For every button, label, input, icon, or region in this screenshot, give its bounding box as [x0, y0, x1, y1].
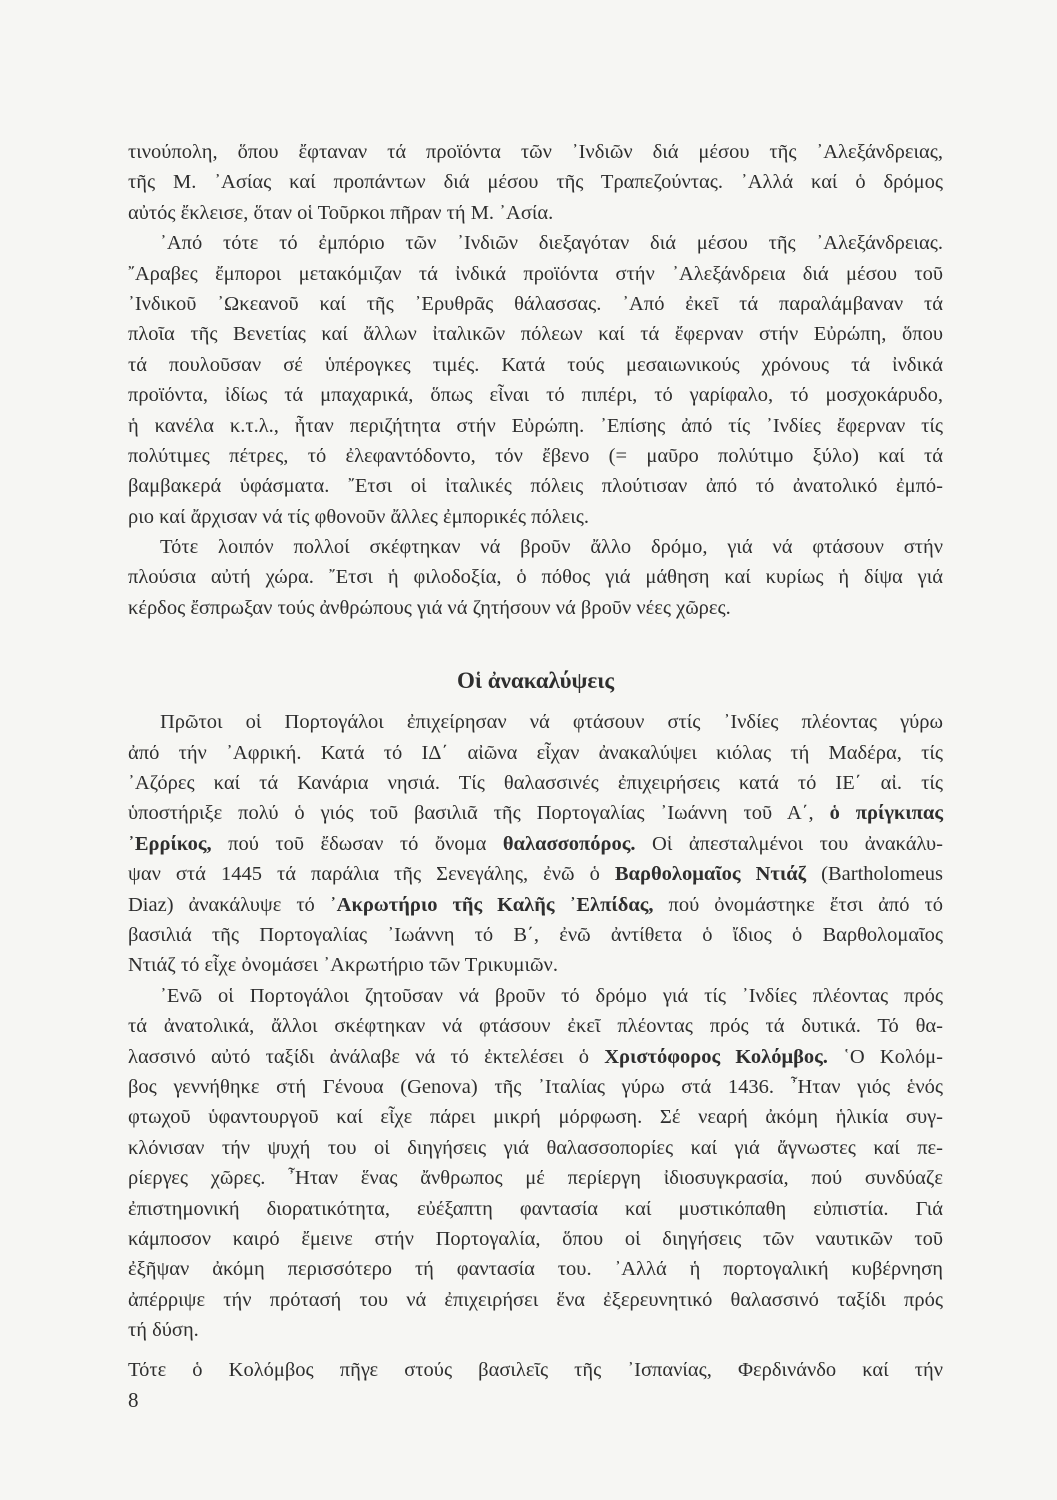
- paragraph: [128, 1355, 943, 1385]
- text-line: κάμποσον καιρό ἔμεινε στήν Πορτογαλία, ὅπου οἱ διηγήσεις τῶν ναυτικῶν τοῦ: [128, 1227, 943, 1250]
- text-line: ριο καί ἄρχισαν νά τίς φθονοῦν ἄλλες ἐμπορικές πόλεις.: [128, 505, 590, 528]
- text-run: ῾Ο Κολόμ-: [827, 1045, 943, 1068]
- section-heading: Οἱ ἀνακαλύψεις: [456, 668, 615, 694]
- text-line: αὐτός ἔκλεισε, ὅταν οἱ Τοῦρκοι πῆραν τή Μ. ᾿Ασία.: [128, 201, 554, 224]
- text-line: Τότε ὁ Κολόμβος πῆγε στούς βασιλεῖς τῆς ᾿Ισπανίας, Φερδινάνδο καί τήν: [128, 1359, 943, 1382]
- text-line: ἀπέρριψε τήν πρότασή του νά ἐπιχειρήσει ἕνα ἐξερευνητικό θαλασσινό ταξίδι πρός: [128, 1288, 943, 1311]
- text-line: βος γεννήθηκε στή Γένουα (Genova) τῆς ᾿Ιταλίας γύρω στά 1436. ῏Ηταν γιός ἑνός: [128, 1075, 943, 1098]
- text-line: ρίεργες χῶρες. ῏Ηταν ἕνας ἄνθρωπος μέ περίεργη ἰδιοσυγκρασία, πού συνδύαζε: [128, 1167, 943, 1190]
- paragraph: [128, 707, 943, 981]
- text-line: [128, 1042, 943, 1072]
- text-line: βασιλιά τῆς Πορτογαλίας ᾿Ιωάννη τό Β΄, ἐνῶ ἀντίθετα ὁ ἴδιος ὁ Βαρθολομαῖος: [128, 923, 943, 946]
- bold-term: ᾿Ερρίκος,: [128, 832, 212, 855]
- text-line: τινούπολη, ὅπου ἔφταναν τά προϊόντα τῶν ᾿Ινδιῶν διά μέσου τῆς ᾿Αλεξάνδρειας,: [128, 141, 943, 163]
- text-run: ὑποστήριξε πολύ ὁ γιός τοῦ βασιλιᾶ τῆς Πορτογαλίας ᾿Ιωάννη τοῦ Α΄,: [128, 802, 830, 825]
- text-line: [128, 798, 943, 828]
- text-line: ἐξῆψαν ἀκόμη περισσότερο τή φαντασία του. ᾿Αλλά ἡ πορτογαλική κυβέρνηση: [128, 1258, 943, 1281]
- bold-term: ὁ πρίγκιπας: [829, 802, 943, 825]
- text-run: πού ὀνομάστηκε ἔτσι ἀπό τό: [653, 893, 943, 916]
- text-line: ἡ κανέλα κ.τ.λ., ἦταν περιζήτητα στήν Εὐρώπη. ᾿Επίσης ἀπό τίς ᾿Ινδίες ἔφερναν τίς: [128, 414, 943, 437]
- text-run: Diaz) ἀνακάλυψε τό: [128, 893, 330, 916]
- text-line: Ντιάζ τό εἶχε ὀνομάσει ᾿Ακρωτήριο τῶν Τρικυμιῶν.: [128, 954, 558, 977]
- text-line: ἐπιστημονική διορατικότητα, εὐέξαπτη φαντασία καί μυστικόπαθη εὐπιστία. Γιά: [128, 1197, 943, 1220]
- text-run: λασσινό αὐτό ταξίδι ἀνάλαβε νά τό ἐκτελέσει ὁ: [128, 1045, 605, 1068]
- bold-term: Βαρθολομαῖος Ντιάζ: [614, 863, 807, 886]
- text-run: (Bartholomeus: [806, 863, 943, 886]
- text-line: κέρδος ἔσπρωξαν τούς ἀνθρώπους γιά νά ζητήσουν νά βροῦν νέες χῶρες.: [128, 596, 731, 619]
- paragraph: [128, 532, 943, 623]
- text-line: [128, 859, 943, 889]
- text-line: τή δύση.: [128, 1319, 199, 1342]
- text-line: βαμβακερά ὑφάσματα. ῎Ετσι οἱ ἰταλικές πόλεις πλούτισαν ἀπό τό ἀνατολικό ἐμπό-: [128, 475, 943, 498]
- text-line: ᾿Ινδικοῦ ᾿Ωκεανοῦ καί τῆς ᾿Ερυθρᾶς θάλασσας. ᾿Από ἐκεῖ τά παραλάμβαναν τά: [128, 292, 943, 315]
- text-line: προϊόντα, ἰδίως τά μπαχαρικά, ὅπως εἶναι τό πιπέρι, τό γαρίφαλο, τό μοσχοκάρυδο,: [128, 384, 943, 407]
- text-line: ᾿Αζόρες καί τά Κανάρια νησιά. Τίς θαλασσινές ἐπιχειρήσεις κατά τό ΙΕ΄ αἰ. τίς: [128, 772, 943, 795]
- paragraph: [128, 137, 943, 228]
- text-line: κλόνισαν τήν ψυχή του οἱ διηγήσεις γιά θαλασσοπορίες καί γιά ἄγνωστες καί πε-: [128, 1136, 943, 1159]
- bold-term: ᾿Ακρωτήριο τῆς Καλῆς ᾿Ελπίδας,: [329, 893, 654, 916]
- text-line: πλούσια αὐτή χώρα. ῎Ετσι ἡ φιλοδοξία, ὁ πόθος γιά μάθηση καί κυρίως ἡ δίψα γιά: [128, 566, 943, 589]
- bold-term: Χριστόφορος Κολόμβος.: [604, 1045, 828, 1068]
- text-line: φτωχοῦ ὑφαντουργοῦ καί εἶχε πάρει μικρή μόρφωση. Σέ νεαρή ἀκόμη ἡλικία συγ-: [128, 1106, 943, 1129]
- text-line: [128, 890, 943, 920]
- text-line: ᾿Ενῶ οἱ Πορτογάλοι ζητοῦσαν νά βροῦν τό δρόμο γιά τίς ᾿Ινδίες πλέοντας πρός: [160, 984, 943, 1007]
- text-line: τῆς Μ. ᾿Ασίας καί προπάντων διά μέσου τῆς Τραπεζούντας. ᾿Αλλά καί ὁ δρόμος: [128, 171, 943, 194]
- text-line: ῎Αραβες ἔμποροι μετακόμιζαν τά ἰνδικά προϊόντα στήν ᾿Αλεξάνδρεια διά μέσου τοῦ: [128, 262, 943, 285]
- text-line: ἀπό τήν ᾿Αφρική. Κατά τό ΙΔ΄ αἰῶνα εἶχαν ἀνακαλύψει κιόλας τή Μαδέρα, τίς: [128, 741, 943, 764]
- bold-term: θαλασσοπόρος.: [502, 832, 636, 855]
- text-line: ᾿Από τότε τό ἐμπόριο τῶν ᾿Ινδιῶν διεξαγόταν διά μέσου τῆς ᾿Αλεξάνδρειας.: [160, 232, 943, 255]
- text-run: ψαν στά 1445 τά παράλια τῆς Σενεγάλης, ἐνῶ ὁ: [128, 863, 615, 886]
- text-line: πολύτιμες πέτρες, τό ἐλεφαντόδοντο, τόν ἔβενο (= μαῦρο πολύτιμο ξύλο) καί τά: [128, 444, 943, 467]
- paragraph: [128, 981, 943, 1346]
- text-line: τά ἀνατολικά, ἄλλοι σκέφτηκαν νά φτάσουν ἐκεῖ πλέοντας πρός τά δυτικά. Τό θα-: [128, 1015, 943, 1038]
- paragraph-gap: [128, 1345, 943, 1355]
- text-line: τά πουλοῦσαν σέ ὑπέρογκες τιμές. Κατά τούς μεσαιωνικούς χρόνους τά ἰνδικά: [128, 353, 943, 376]
- page-body: [128, 137, 943, 1386]
- paragraph: [128, 228, 943, 532]
- text-run: πού τοῦ ἔδωσαν τό ὄνομα: [211, 832, 503, 855]
- text-line: [128, 829, 943, 859]
- text-line: πλοῖα τῆς Βενετίας καί ἄλλων ἰταλικῶν πόλεων καί τά ἔφερναν στήν Εὐρώπη, ὅπου: [128, 323, 943, 346]
- text-line: Πρῶτοι οἱ Πορτογάλοι ἐπιχείρησαν νά φτάσουν στίς ᾿Ινδίες πλέοντας γύρω: [160, 711, 943, 734]
- page-number: 8: [128, 1388, 139, 1412]
- text-line: Τότε λοιπόν πολλοί σκέφτηκαν νά βροῦν ἄλλο δρόμο, γιά νά φτάσουν στήν: [160, 536, 943, 559]
- text-run: Οἱ ἀπεσταλμένοι του ἀνακάλυ-: [635, 832, 943, 855]
